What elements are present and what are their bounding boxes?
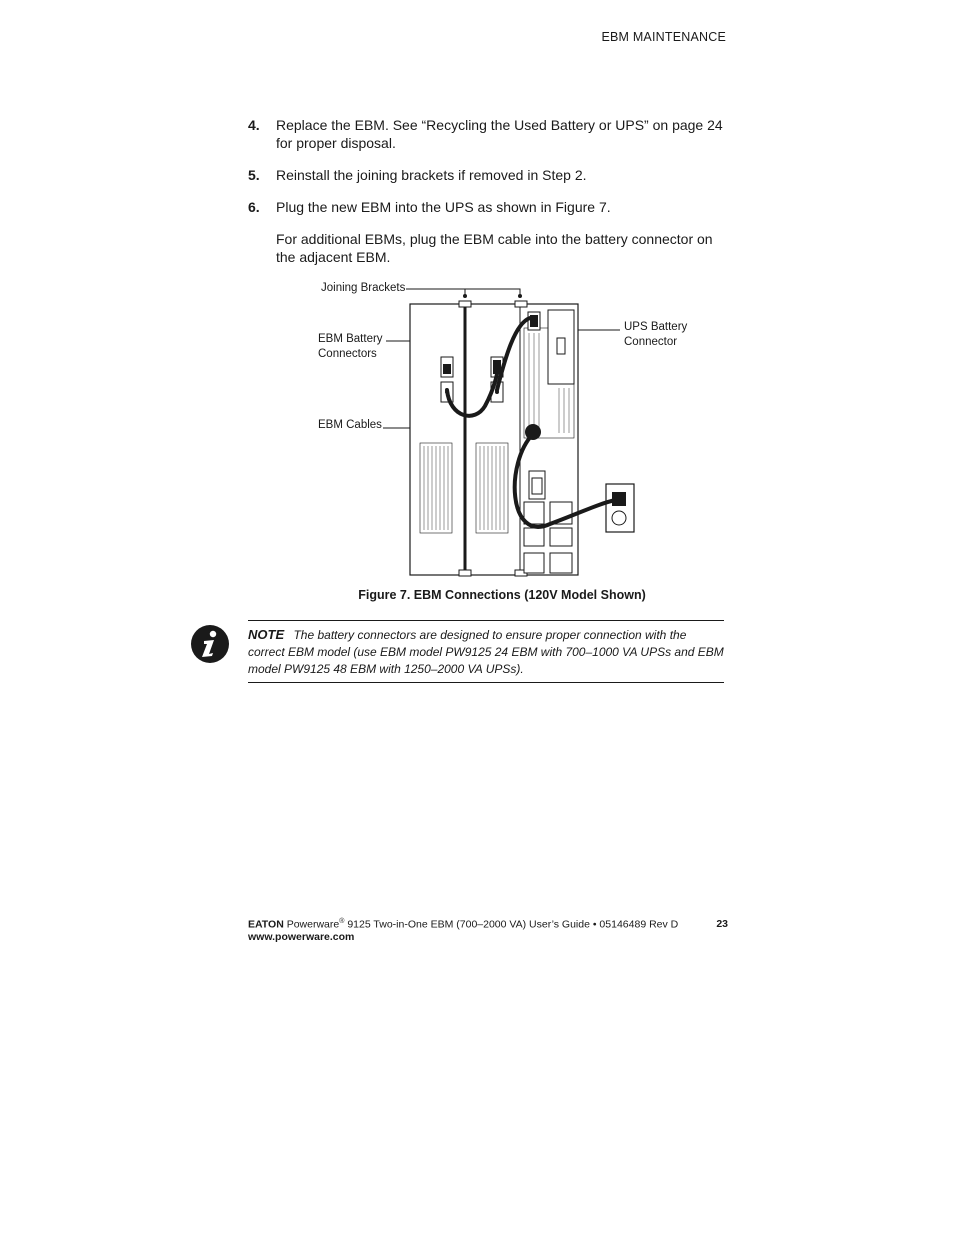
label-ups-battery-connector — [624, 320, 687, 350]
step-number: 4. — [248, 117, 260, 133]
page-number: 23 — [716, 918, 728, 930]
label-line: Connector — [624, 336, 678, 348]
step-number: 5. — [248, 167, 260, 183]
figure-ebm-connections — [300, 278, 700, 588]
label-line: UPS Battery — [624, 321, 688, 333]
label-ebm-cables: EBM Cables — [318, 419, 382, 431]
step-text: Plug the new EBM into the UPS as shown in Figure 7. — [276, 199, 611, 215]
figure-caption: Figure 7. EBM Connections (120V Model Shown) — [358, 588, 646, 602]
footer-brand: EATON — [248, 918, 284, 931]
note-box — [248, 620, 724, 683]
info-icon — [190, 624, 230, 664]
step-item — [248, 166, 728, 184]
label-joining-brackets: Joining Brackets — [321, 282, 406, 294]
step-number: 6. — [248, 199, 260, 215]
running-header: EBM MAINTENANCE — [601, 30, 726, 44]
step-list — [248, 116, 728, 266]
footer-guide: 9125 Two-in-One EBM (700–2000 VA) User’s Guide • 05146489 Rev D — [344, 918, 679, 931]
note-label: NOTE — [248, 627, 285, 642]
footer-product: Powerware — [286, 918, 340, 931]
label-line: EBM Battery — [318, 333, 383, 345]
step-text: Reinstall the joining brackets if removed in Step 2. — [276, 167, 587, 183]
step-text: Replace the EBM. See “Recycling the Used Battery or UPS” on page 24 for proper disposal. — [276, 117, 723, 151]
step-item — [248, 116, 728, 152]
step-extra-text: For additional EBMs, plug the EBM cable into the battery connector on the adjacent EBM. — [276, 231, 713, 265]
note-text: The battery connectors are designed to ensure proper connection with the correct EBM model (use EBM model PW9125 24 EBM with 700–1000 VA UPSs and EBM model PW9125 48 EBM with 1250–2000 VA UPSs). — [248, 628, 724, 676]
page-footer — [248, 918, 728, 943]
footer-url: www.powerware.com — [248, 930, 355, 943]
footer-registered-mark: ® — [339, 918, 345, 925]
label-ebm-battery-connectors — [318, 332, 383, 362]
step-item — [248, 198, 728, 216]
label-line: Connectors — [318, 348, 377, 360]
